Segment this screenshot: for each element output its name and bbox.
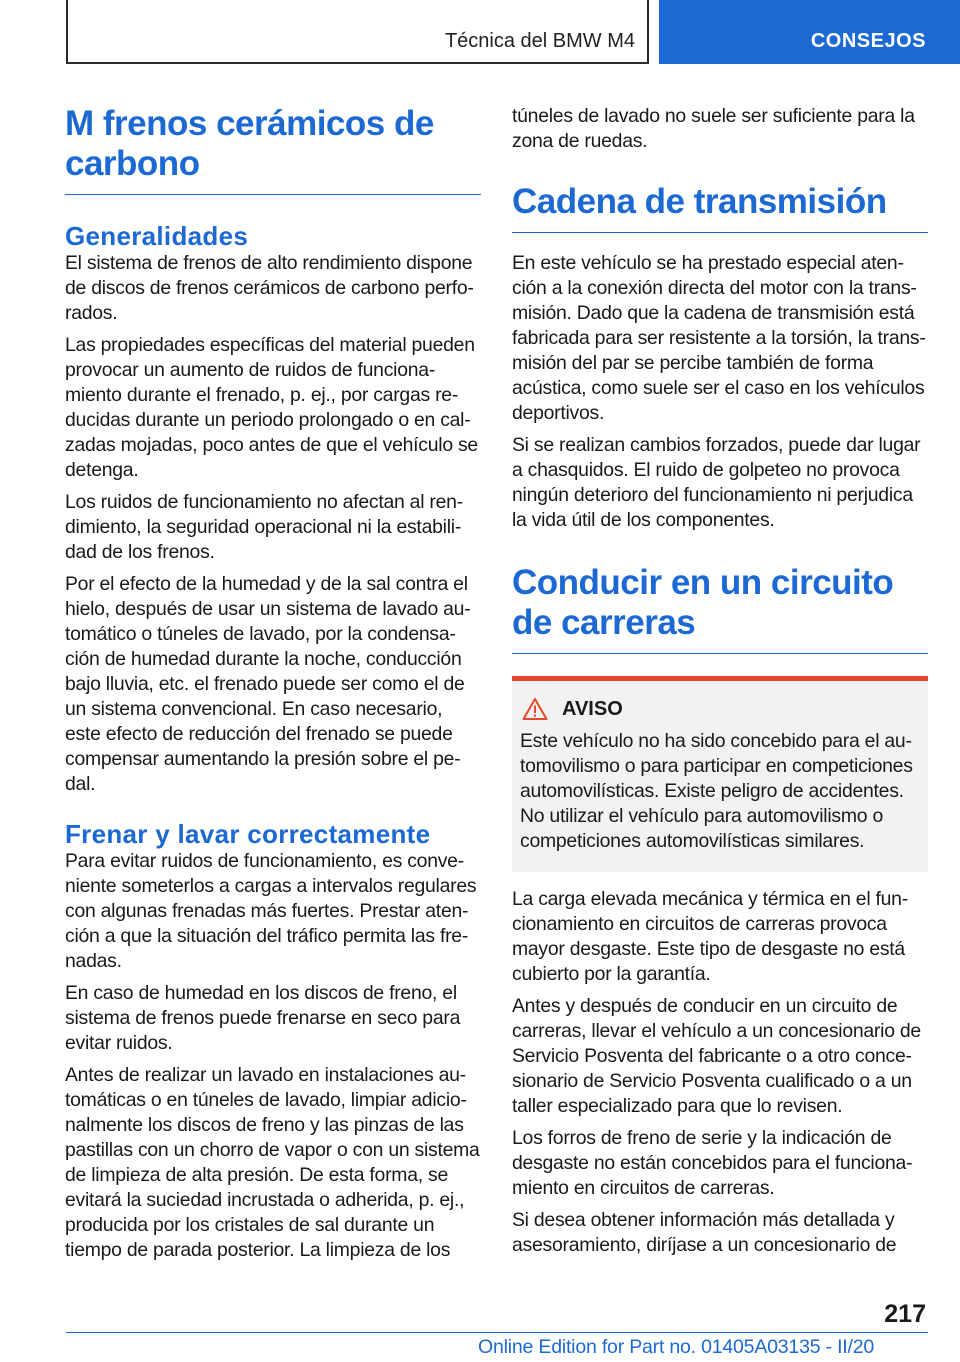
paragraph: Antes de realizar un lavado en instalaciones automáticas o en túneles de lavado, limpiar adicionalmente los discos de freno y las pinzas de las pastillas con un chorro de vapor o con un sistema de limpieza de alta presión. De esta forma, se evitará la suciedad incrustada o adherida, p. ej., producida por los cristales de sal durante un tiempo de parada posterior. La limpieza de los [65,1064,480,1261]
paragraph: Por el efecto de la humedad y de la sal contra el hielo, después de usar un sistema de lavado automático o túneles de lavado, por la condensación de humedad durante la noche, conducción bajo lluvia, etc. el frenado puede ser como el de un sistema convencional. En caso necesario, este efecto de reducción del frenado se puede compensar aumentando la presión sobre el pedal. [65,573,471,795]
header-title: Técnica del BMW M4 [444,30,635,52]
warning-label: AVISO [562,697,623,720]
paragraph: Las propiedades específicas del material pueden provocar un aumento de ruidos de funcionamiento durante el frenado, p. ej., por cargas reducidas durante un periodo prolongado o en calzadas mojadas, poco antes de que el vehículo se detenga. [65,334,478,481]
heading-brake-wash: Frenar y lavar correctamente [65,819,431,849]
paragraph: túneles de lavado no suele ser suficiente para la zona de ruedas. [512,105,915,152]
paragraph: Antes y después de conducir en un circuito de carreras, llevar el vehículo a un concesionario de Servicio Posventa del fabricante o a otro concesionario de Servicio Posventa cualificado o a un taller especializado para que lo revisen. [512,995,921,1117]
paragraph: Si desea obtener información más detallada y asesoramiento, diríjase a un concesionario de [512,1209,897,1256]
section-label: CONSEJOS [810,30,926,52]
paragraph: En caso de humedad en los discos de freno, el sistema de frenos puede frenarse en seco para evitar ruidos. [65,982,461,1054]
left-column [65,104,481,1270]
section-tab [659,0,960,64]
heading-general: Generalidades [65,221,249,251]
paragraph: Los ruidos de funcionamiento no afectan al rendimiento, la seguridad operacional ni la estabilidad de los frenos. [65,491,464,563]
heading-transmission-chain: Cadena de transmisión [512,182,928,233]
page-number: 217 [884,1300,926,1328]
warning-text: Este vehículo no ha sido concebido para el automovilismo o para participar en competiciones automovilísticas. Existe peligro de accidentes. No utilizar el vehículo para automovilismo o competiciones automovilísticas similares. [520,730,913,852]
heading-race-circuit: Conducir en un circuito de carreras [512,563,928,654]
paragraph: Los forros de freno de serie y la indicación de desgaste no están concebidos para el funcionamiento en circuitos de carreras. [512,1127,913,1199]
warning-box [512,676,928,872]
paragraph: El sistema de frenos de alto rendimiento dispone de discos de frenos cerámicos de carbono perforados. [65,252,474,324]
heading-carbon-brakes: M frenos cerámicos de carbono [65,104,481,195]
paragraph: Para evitar ruidos de funcionamiento, es conveniente someterlos a cargas a intervalos regulares con algunas frenadas más fuertes. Prestar atención a que la situación del tráfico permita las frenadas. [65,850,477,972]
paragraph: En este vehículo se ha prestado especial atención a la conexión directa del motor con la transmisión. Dado que la cadena de transmisión está fabricada para ser resistente a la torsión, la transmisión del par se percibe también de forma acústica, como suele ser el caso en los vehículos deportivos. [512,252,926,424]
warning-header [520,697,918,721]
header-tab [66,0,649,64]
paragraph: La carga elevada mecánica y térmica en el funcionamiento en circuitos de carreras provoca mayor desgaste. Este tipo de desgaste no está cubierto por la garantía. [512,888,909,985]
paragraph: Si se realizan cambios forzados, puede dar lugar a chasquidos. El ruido de golpeteo no provoca ningún deterioro del funcionamiento ni perjudica la vida útil de los componentes. [512,434,921,531]
warning-triangle-icon [522,697,548,721]
footer-edition: Online Edition for Part no. 01405A03135 - II/20 [478,1336,875,1358]
right-column [512,104,928,1265]
footer-divider [66,1332,928,1333]
